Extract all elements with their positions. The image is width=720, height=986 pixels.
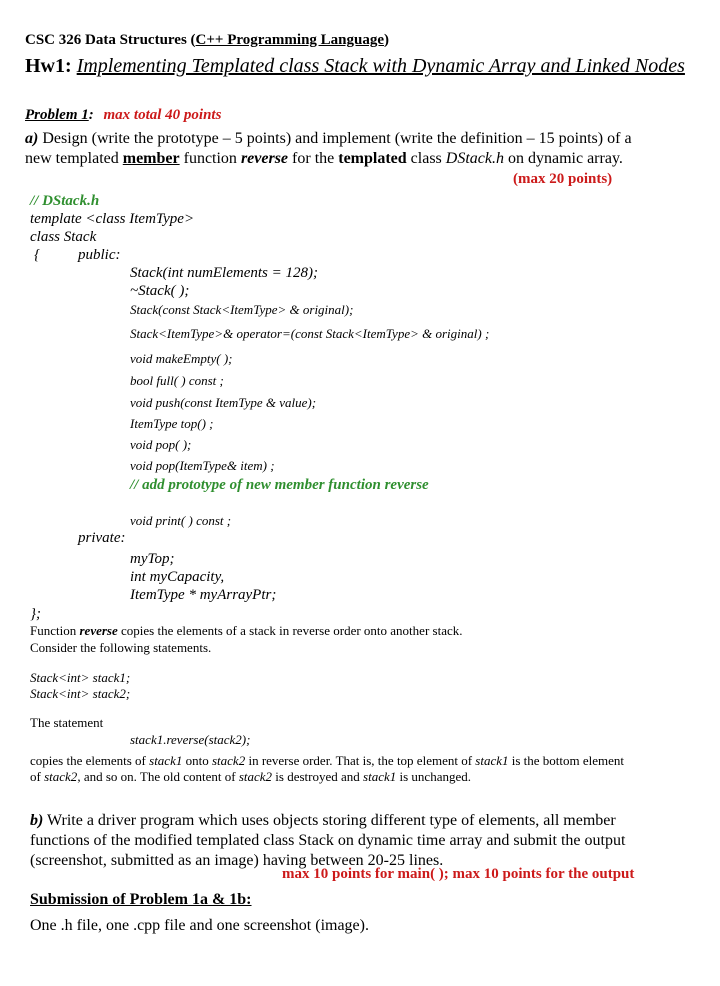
problem1-colon: : <box>88 107 94 123</box>
part-a-label: a) <box>25 130 39 147</box>
copies-s1b: stack1 <box>475 753 509 768</box>
copies-s2: stack2 <box>211 753 246 768</box>
part-a-l2-mid2: for the <box>292 150 335 167</box>
code-assign: Stack<ItemType>& operator=(const Stack<ItemType> & original) ; <box>130 326 490 341</box>
course-title-end: ) <box>384 32 390 48</box>
course-title <box>25 32 389 49</box>
code-close: }; <box>30 606 41 622</box>
copies-s1: stack1 <box>149 753 183 768</box>
code-pop: void pop( ); <box>130 437 192 452</box>
copies-2a: of <box>30 769 41 784</box>
part-b-line3: (screenshot, submitted as an image) having between 20-25 lines. <box>30 852 444 869</box>
course-language-link[interactable]: C++ Programming Language <box>195 32 385 48</box>
code-open-brace: { <box>34 247 40 263</box>
desc-l1-post: copies the elements of a stack in reverse order onto another stack. <box>121 623 463 638</box>
code-pop-item: void pop(ItemType& item) ; <box>130 458 275 473</box>
part-a-l2-end: on dynamic array. <box>507 150 623 167</box>
copies-2d: is unchanged. <box>399 769 471 784</box>
hw-title-text: Implementing Templated class Stack with Dynamic Array and Linked Nodes <box>76 55 685 77</box>
copies-1b: onto <box>185 753 209 768</box>
code-print: void print( ) const ; <box>130 513 232 528</box>
desc-copies-line1 <box>30 753 624 769</box>
course-name: CSC 326 Data Structures ( <box>25 32 196 48</box>
code-full: bool full( ) const ; <box>130 373 224 388</box>
part-a-reverse: reverse <box>240 150 289 167</box>
desc-reverse: reverse <box>79 623 118 638</box>
problem1-label: Problem 1 <box>25 107 89 123</box>
part-a-member: member <box>122 150 180 167</box>
code-copy-ctor: Stack(const Stack<ItemType> & original); <box>130 302 354 317</box>
copies-s2c: stack2 <box>238 769 273 784</box>
part-a-templated: templated <box>338 150 407 167</box>
part-a-line2 <box>25 150 623 168</box>
hw-title <box>25 55 685 78</box>
code-my-array: ItemType * myArrayPtr; <box>130 587 277 603</box>
desc-line2: Consider the following statements. <box>30 640 212 655</box>
part-a-line1 <box>25 130 632 148</box>
code-my-top: myTop; <box>130 551 175 567</box>
problem1-heading <box>25 107 221 124</box>
part-b-line1-text: Write a driver program which uses objects storing different type of elements, all member <box>47 812 616 829</box>
code-my-capacity: int myCapacity, <box>130 569 225 585</box>
desc-line1 <box>30 623 462 639</box>
code-template: template <class ItemType> <box>30 211 195 227</box>
hw-label: Hw1: <box>25 55 72 77</box>
code-dtor: ~Stack( ); <box>130 283 190 299</box>
code-ctor: Stack(int numElements = 128); <box>130 265 318 281</box>
part-a-l2-mid3: class <box>410 150 442 167</box>
part-a-l2-mid: function <box>183 150 237 167</box>
desc-decl2: Stack<int> stack2; <box>30 686 131 701</box>
submission-text: One .h file, one .cpp file and one screenshot (image). <box>30 917 369 934</box>
desc-statement-label: The statement <box>30 715 104 730</box>
part-b-points: max 10 points for main( ); max 10 points for the output <box>282 866 635 882</box>
copies-1d: is the bottom element <box>511 753 625 768</box>
copies-s1c: stack1 <box>363 769 397 784</box>
copies-2b: , and so on. The old content of <box>77 769 236 784</box>
code-top: ItemType top() ; <box>130 416 214 431</box>
code-comment-file: // DStack.h <box>30 193 100 209</box>
problem1-points: max total 40 points <box>103 107 222 123</box>
part-b-label: b) <box>30 812 44 829</box>
part-b-line1 <box>30 812 616 830</box>
desc-l1-pre: Function <box>30 623 77 638</box>
copies-s2b: stack2 <box>44 769 78 784</box>
code-push: void push(const ItemType & value); <box>130 395 317 410</box>
desc-statement: stack1.reverse(stack2); <box>130 732 251 747</box>
copies-1a: copies the elements of <box>30 753 146 768</box>
submission-title: Submission of Problem 1a & 1b: <box>30 891 252 908</box>
code-make-empty: void makeEmpty( ); <box>130 351 233 366</box>
part-b-line2: functions of the modified templated class Stack on dynamic time array and submit the output <box>30 832 626 849</box>
part-a-l2-pre: new templated <box>25 150 119 167</box>
part-a-line1-text: Design (write the prototype – 5 points) and implement (write the definition – 15 points) of a <box>42 130 632 147</box>
code-private: private: <box>78 530 126 546</box>
part-a-points: (max 20 points) <box>513 171 613 187</box>
copies-2c: is destroyed and <box>275 769 360 784</box>
part-a-file: DStack.h <box>445 150 504 167</box>
desc-copies-line2 <box>30 769 471 785</box>
code-add-comment: // add prototype of new member function reverse <box>130 477 429 493</box>
code-public: public: <box>78 247 121 263</box>
copies-1c: in reverse order. That is, the top element of <box>248 753 473 768</box>
desc-decl1: Stack<int> stack1; <box>30 670 131 685</box>
code-class: class Stack <box>30 229 97 245</box>
